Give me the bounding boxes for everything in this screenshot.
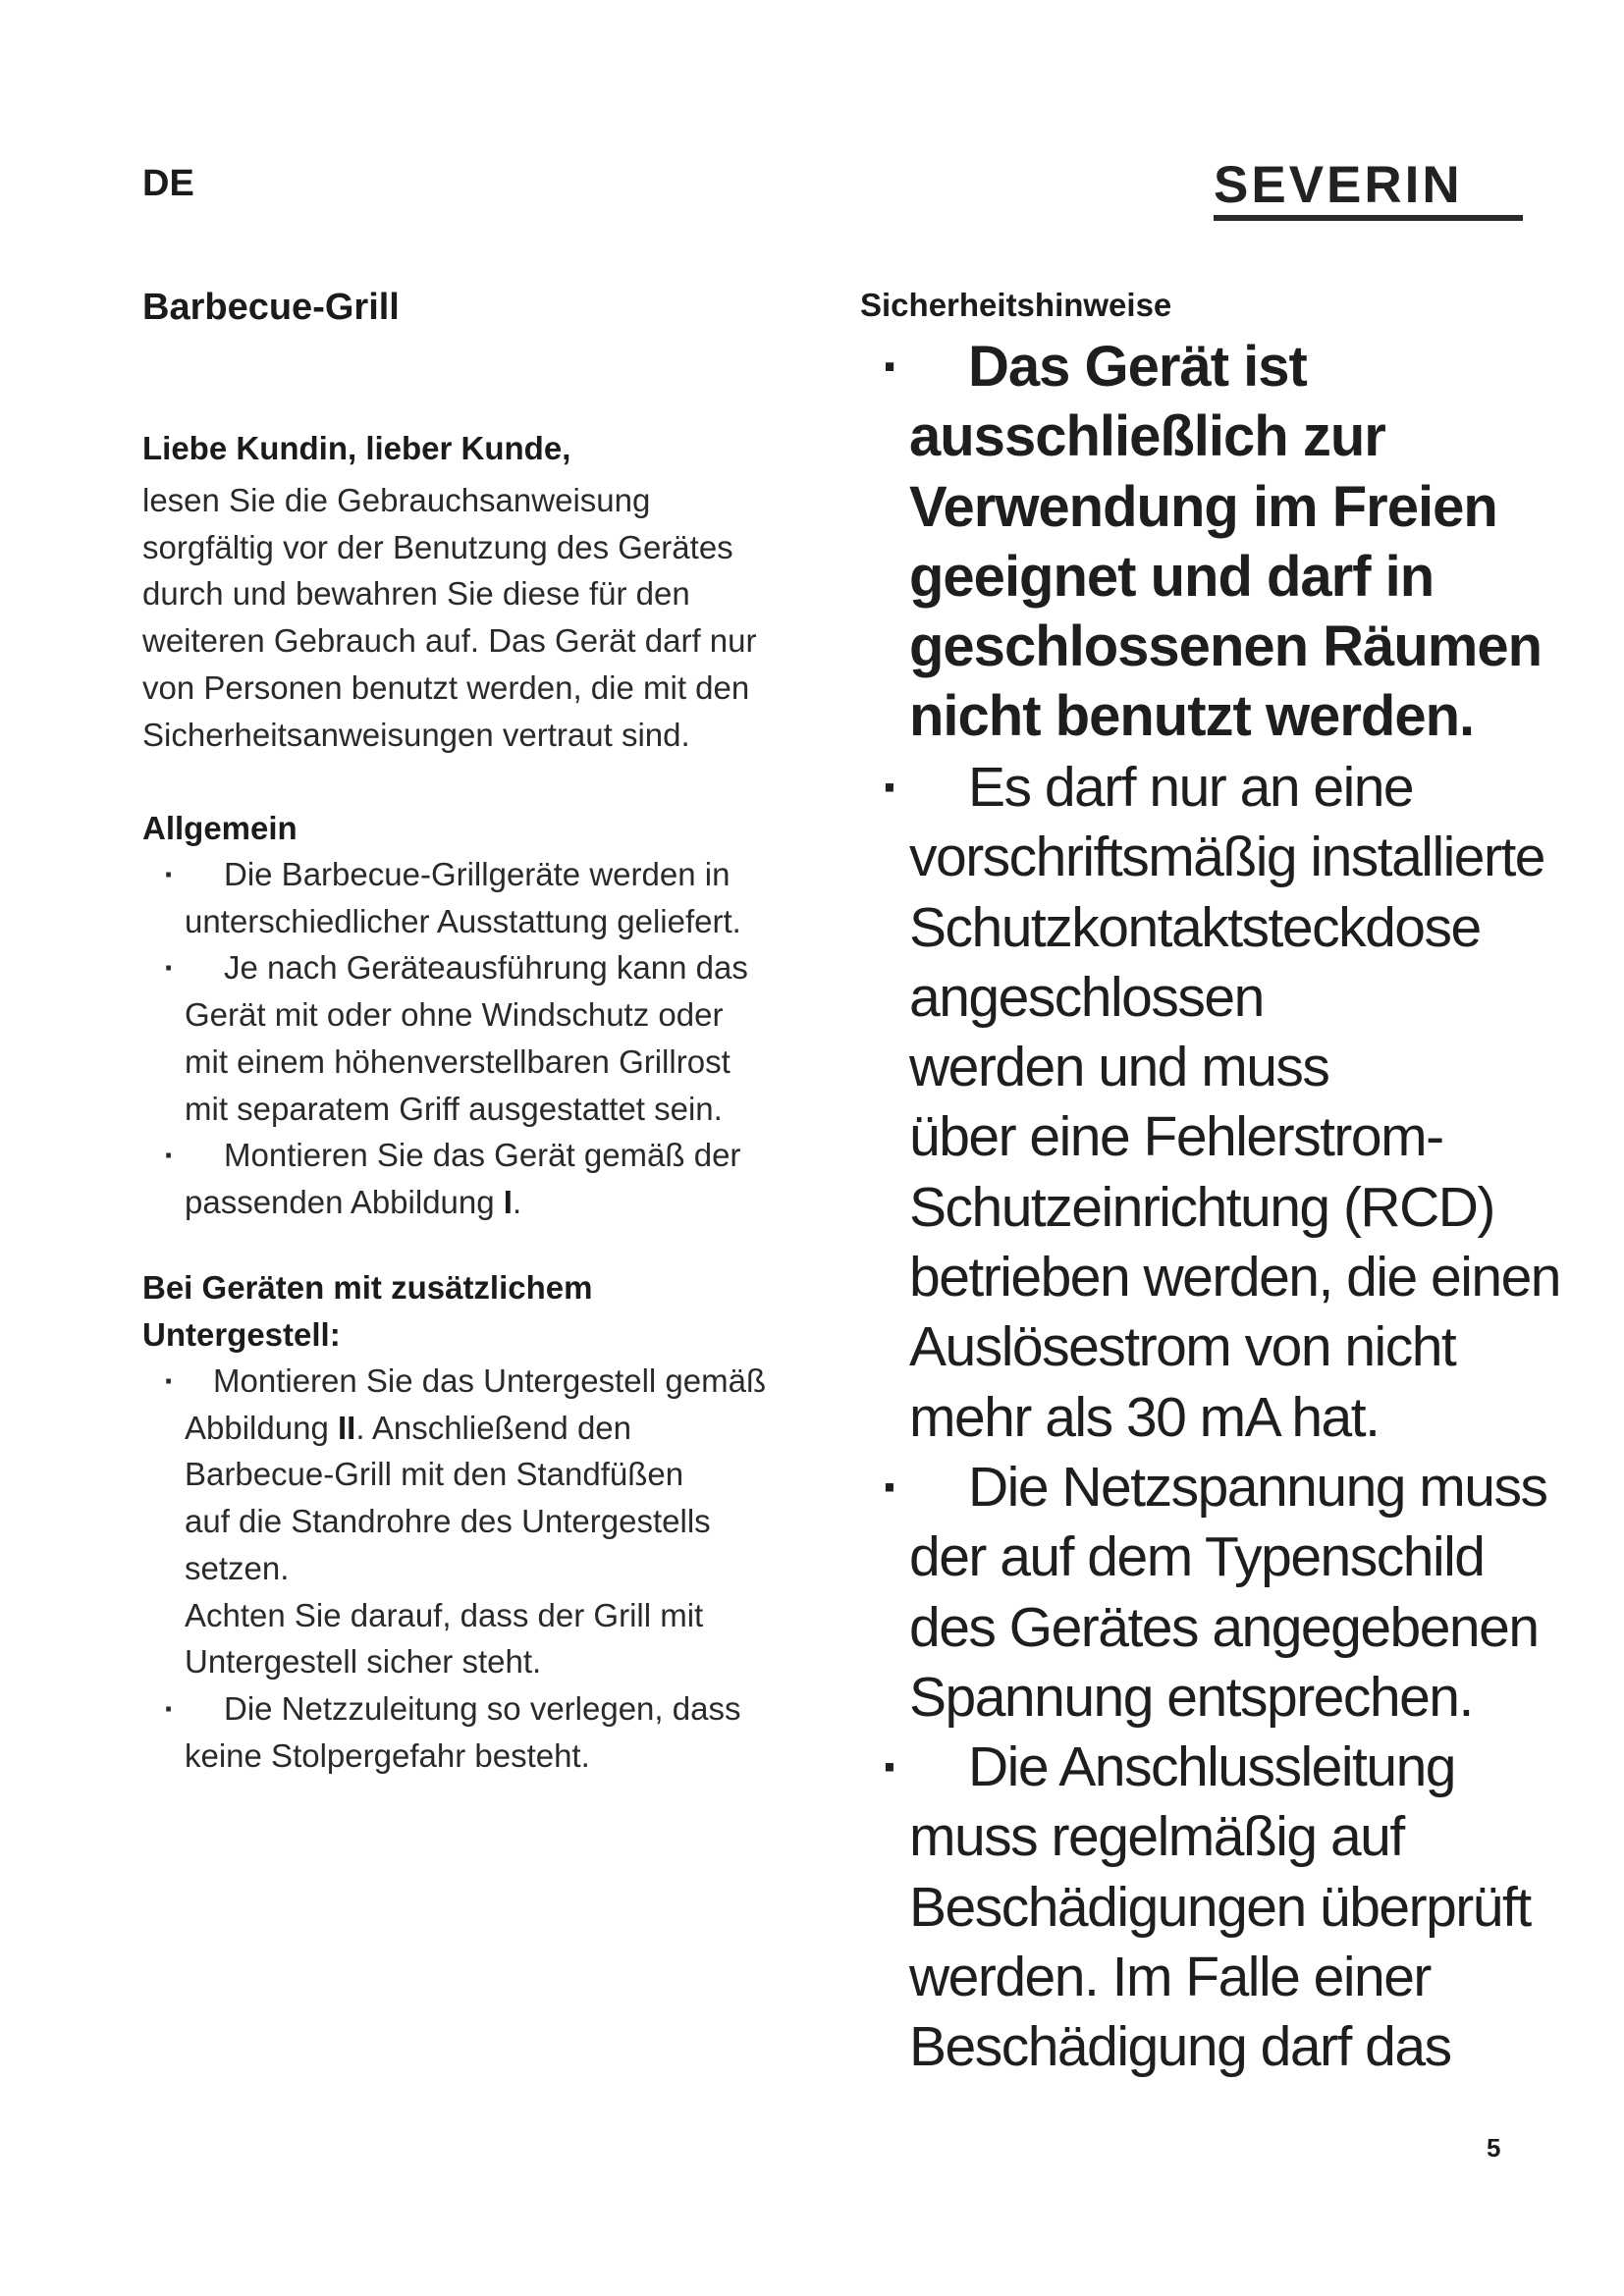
bullet-icon: ·	[164, 1137, 175, 1174]
list-line-text: Je nach Geräteausführung kann das	[224, 949, 748, 987]
list-item	[860, 1733, 1567, 2082]
brand-logo: SEVERIN	[1214, 159, 1523, 221]
bullet-icon: ·	[882, 1456, 899, 1519]
intro-line: von Personen benutzt werden, die mit den	[142, 668, 750, 706]
list-line-text: Abbildung	[185, 1409, 338, 1446]
list-item	[860, 1453, 1567, 1733]
list-line: der auf dem Typenschild	[909, 1525, 1485, 1589]
heading-text: Allgemein	[142, 810, 298, 846]
list-line: Gerät mit oder ohne Windschutz oder	[185, 996, 724, 1034]
section-heading-stand	[142, 1264, 592, 1358]
list-line: betrieben werden, die einen	[909, 1246, 1561, 1309]
list-line: keine Stolpergefahr besteht.	[185, 1736, 590, 1774]
greeting: Liebe Kundin, lieber Kunde,	[142, 430, 571, 466]
list-line: Auslösestrom von nicht	[909, 1315, 1456, 1379]
intro-line: weiteren Gebrauch auf. Das Gerät darf nur	[142, 622, 757, 660]
bullet-icon: ·	[164, 1362, 175, 1399]
list-item	[142, 1358, 849, 1685]
list-line-text: Das Gerät ist	[968, 335, 1307, 399]
list-line	[142, 1405, 849, 1452]
safety-item-outdoor	[860, 332, 1567, 752]
list-line-text: Montieren Sie das Gerät gemäß der	[224, 1137, 741, 1174]
list-line: auf die Standrohre des Untergestells	[185, 1503, 711, 1540]
list-line: Barbecue-Grill mit den Standfüßen	[185, 1456, 684, 1493]
list-line: setzen.	[185, 1549, 290, 1586]
page-number: 5	[1487, 2133, 1501, 2163]
list-line: werden und muss	[909, 1036, 1329, 1099]
list-line: muss regelmäßig auf	[909, 1805, 1404, 1869]
general-list	[142, 851, 849, 1226]
bullet-icon: ·	[882, 1735, 899, 1798]
list-line: nicht benutzt werden.	[909, 684, 1475, 749]
list-line: Spannung entsprechen.	[909, 1665, 1473, 1729]
list-item	[142, 1685, 849, 1779]
list-line-text: Die Netzspannung muss	[968, 1456, 1547, 1519]
list-item	[142, 851, 849, 944]
list-line: mit einem höhenverstellbaren Grillrost	[185, 1042, 731, 1080]
list-line-text: .	[512, 1183, 522, 1220]
intro-line: durch und bewahren Sie diese für den	[142, 575, 690, 613]
section-heading-general	[142, 805, 298, 852]
list-line: geeignet und darf in	[909, 544, 1435, 609]
bullet-icon: ·	[882, 756, 899, 819]
list-line	[860, 332, 1567, 401]
list-line-text: Die Netzzuleitung so verlegen, dass	[224, 1689, 741, 1727]
safety-item-rcd	[860, 753, 1567, 1453]
list-line	[860, 1453, 1567, 1522]
heading-text: Untergestell:	[142, 1315, 341, 1353]
bullet-icon: ·	[164, 1689, 175, 1727]
list-line	[142, 1179, 849, 1226]
list-line: Achten Sie darauf, dass der Grill mit	[185, 1596, 704, 1633]
list-line: angeschlossen	[909, 965, 1264, 1029]
list-line-text: Montieren Sie das Untergestell gemäß	[213, 1362, 767, 1399]
safety-item-voltage	[860, 1453, 1567, 1733]
list-line	[142, 1358, 849, 1405]
list-line: Untergestell sicher steht.	[185, 1643, 542, 1681]
list-item	[860, 753, 1567, 1453]
list-line: vorschriftsmäßig installierte	[909, 826, 1545, 889]
bullet-icon: ·	[164, 856, 175, 892]
list-line-text: Die Barbecue-Grillgeräte werden in	[224, 856, 731, 892]
list-line-text: passenden Abbildung	[185, 1183, 504, 1220]
list-line: werden. Im Falle einer	[909, 1945, 1431, 2008]
list-line-text: . Anschließend den	[355, 1409, 632, 1446]
figure-reference: I	[503, 1183, 513, 1220]
safety-item-cable	[860, 1733, 1567, 2082]
list-line	[142, 1132, 849, 1179]
list-line	[860, 1733, 1567, 1802]
list-line: unterschiedlicher Ausstattung geliefert.	[185, 902, 741, 939]
list-line: Schutzkontaktsteckdose	[909, 895, 1481, 959]
list-item	[142, 944, 849, 1132]
stand-list	[142, 1358, 849, 1779]
document-title: Barbecue-Grill	[142, 287, 400, 328]
list-line-text: Die Anschlussleitung	[968, 1735, 1455, 1798]
list-line	[860, 753, 1567, 823]
safety-heading: Sicherheitshinweise	[860, 287, 1172, 323]
figure-reference: II	[337, 1409, 356, 1446]
list-line: Beschädigungen überprüft	[909, 1875, 1531, 1939]
language-code: DE	[142, 163, 194, 204]
list-line	[142, 851, 849, 898]
list-line-text: Es darf nur an eine	[968, 756, 1414, 819]
bullet-icon: ·	[882, 335, 900, 399]
list-line: ausschließlich zur	[909, 404, 1385, 469]
list-line: Verwendung im Freien	[909, 474, 1497, 539]
list-line: Beschädigung darf das	[909, 2015, 1451, 2079]
bullet-icon: ·	[164, 949, 175, 987]
intro-line: Sicherheitsanweisungen vertraut sind.	[142, 716, 690, 753]
list-item	[860, 332, 1567, 752]
list-line: des Gerätes angegebenen	[909, 1595, 1539, 1659]
intro-line: lesen Sie die Gebrauchsanweisung	[142, 482, 651, 518]
list-line: geschlossenen Räumen	[909, 614, 1542, 679]
list-line: mehr als 30 mA hat.	[909, 1385, 1380, 1449]
list-line: über eine Fehlerstrom-	[909, 1105, 1443, 1169]
list-line: mit separatem Griff ausgestattet sein.	[185, 1090, 723, 1127]
list-item	[142, 1132, 849, 1225]
heading-text: Bei Geräten mit zusätzlichem	[142, 1269, 593, 1306]
intro-line: sorgfältig vor der Benutzung des Gerätes	[142, 528, 733, 565]
intro-paragraph	[142, 477, 830, 758]
list-line	[142, 944, 849, 991]
list-line: Schutzeinrichtung (RCD)	[909, 1175, 1494, 1239]
list-line	[142, 1685, 849, 1733]
